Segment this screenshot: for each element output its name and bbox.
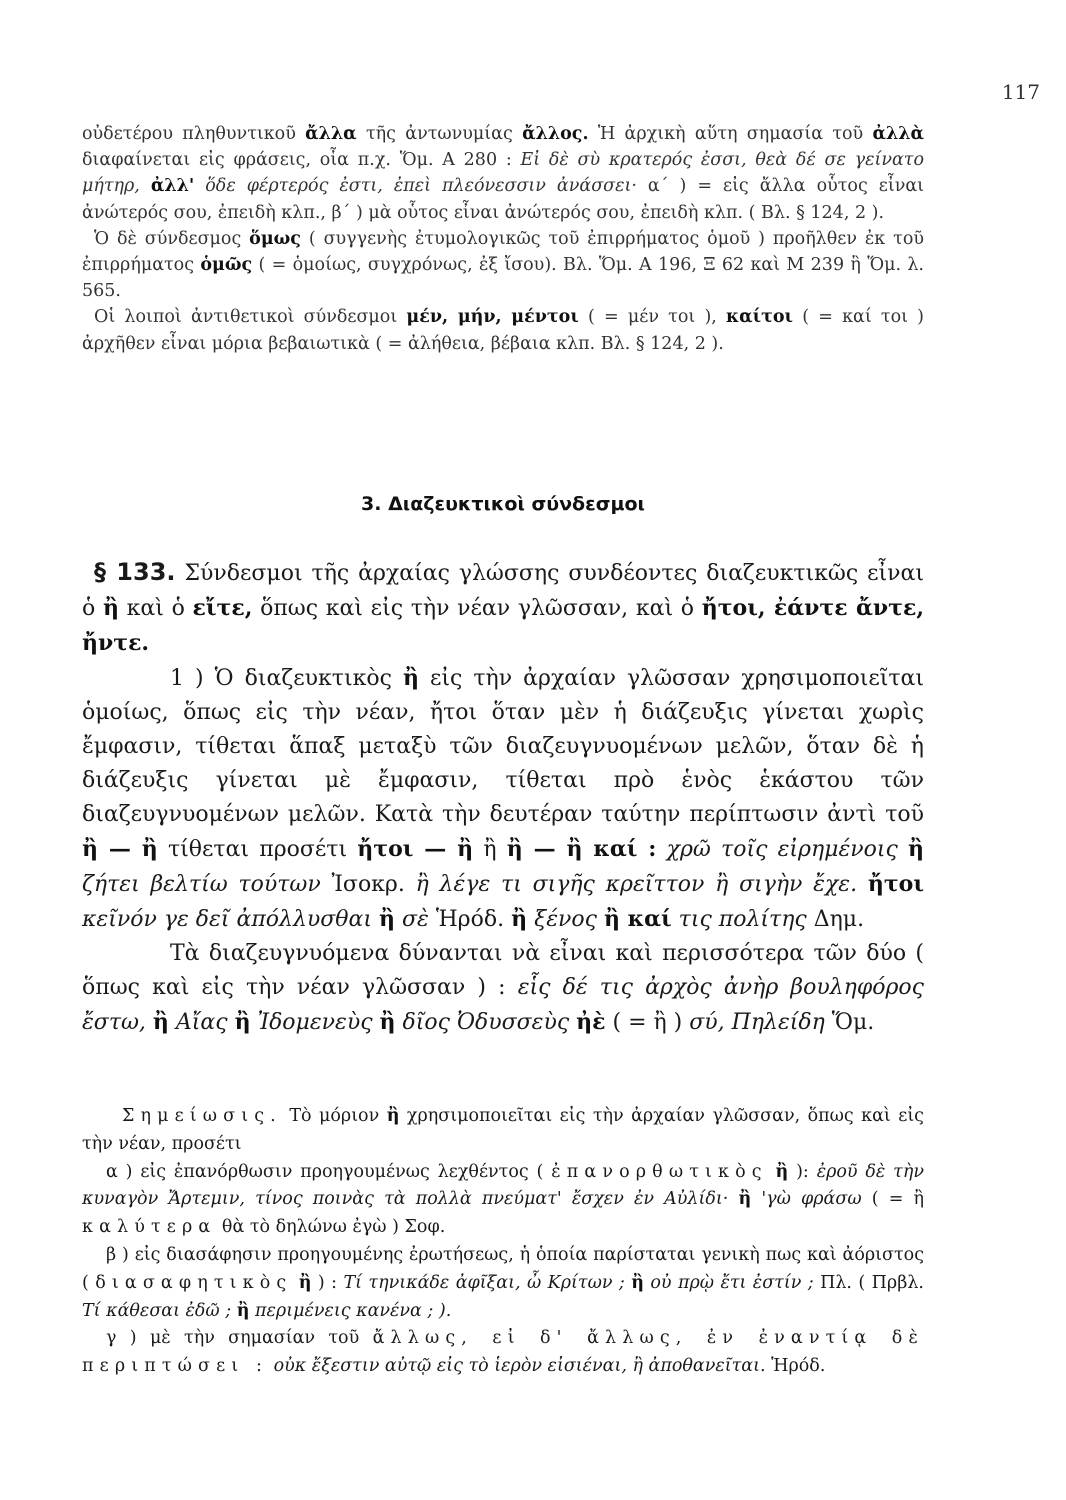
paragraph	[82, 226, 924, 305]
text-run: ( συγγενὴς ἐτυμολογικῶς τοῦ ἐπιρρήματος ὁμοῦ ) προῆλθεν ἐκ τοῦ ἐπιρρήματος	[82, 228, 924, 276]
text-run: διασαφητικὸς	[95, 1272, 293, 1293]
text-run: Δημ.	[806, 907, 865, 932]
text-run: ἢ	[511, 906, 528, 932]
text-run: ἢ	[738, 1189, 752, 1210]
text-run	[857, 872, 868, 897]
section-heading: 3. Διαζευκτικοὶ σύνδεσμοι	[361, 493, 645, 515]
note-paragraph	[82, 1325, 924, 1381]
text-run: Ἡ ἀρχικὴ αὕτη σημασία τοῦ	[588, 124, 873, 144]
text-run: ἐπανορθωτικὸς	[551, 1161, 768, 1182]
text-run: ἢ λέγε τι σιγῆς κρεῖττον ἢ σιγὴν ἔχε.	[415, 872, 858, 897]
text-run: ἢ	[379, 906, 396, 932]
text-run: ἢ	[631, 1272, 644, 1293]
text-run: καίτοι	[726, 307, 793, 328]
text-run	[768, 1162, 776, 1182]
text-run: οὐκ ἔξεστιν αὐτῷ εἰς τὸ ἱερὸν εἰσιέναι, ἢ ἀποθανεῖται.	[273, 1356, 766, 1377]
text-run: δῖος Ὀδυσσεὺς	[395, 1010, 577, 1035]
text-run: ἢ — ἢ	[82, 836, 158, 862]
page-number: 117	[1001, 80, 1040, 104]
text-run: Τί κάθεσαι ἐδῶ ;	[82, 1300, 237, 1321]
section-number: § 133.	[94, 558, 176, 586]
text-run: ( = καί τοι ) ἀρχῆθεν εἶναι μόρια βεβαιωτικὰ ( = ἀλήθεια, βέβαια κλπ. Βλ. § 124, 2 ).	[82, 307, 924, 354]
text-run: Εἰ δὲ σὺ κρατερός ἐσσι, θεὰ δέ σε γείνατο μήτηρ,	[82, 150, 924, 197]
text-run: Τὰ διαζευγνυόμενα δύνανται νὰ εἶναι καὶ περισσότερα τῶν δύο ( ὅπως καὶ εἰς τὴν νέαν γλῶσσαν ) :	[82, 941, 924, 1000]
text-run: ἢ καί	[603, 906, 672, 932]
text-run: Τί τηνικάδε ἀφῖξαι, ὦ Κρίτων ;	[343, 1272, 632, 1293]
text-run: οὐ πρῲ ἔτι ἐστίν ;	[643, 1272, 814, 1293]
text-run: ἢ	[152, 1009, 169, 1035]
text-run: ἤτοι	[867, 871, 924, 897]
text-run: Ἡρόδ.	[428, 907, 512, 932]
text-run: τῆς ἀντωνυμίας	[356, 124, 523, 144]
text-run: οὐδετέρου πληθυντικοῦ	[82, 124, 306, 144]
text-run: Σύνδεσμοι τῆς ἀρχαίας γλώσσης συνδέοντες διαζευκτικῶς εἶναι ὁ	[82, 561, 924, 621]
text-run	[656, 837, 666, 862]
text-run: τίθεται προσέτι	[157, 837, 358, 862]
text-run: χρησιμοποιεῖται εἰς τὴν ἀρχαίαν γλῶσσαν, ὅπως καὶ εἰς τὴν νέαν, προσέτι	[82, 1106, 924, 1154]
text-run: Ἰδομενεὺς	[250, 1010, 380, 1035]
text-run: τις πολίτης	[671, 907, 807, 932]
text-run: ἄλλος.	[522, 124, 589, 144]
text-run: Πλ. ( Πρβλ.	[813, 1272, 924, 1293]
paragraph	[82, 661, 924, 937]
text-run: Αἴας	[168, 1010, 235, 1035]
text-run: ἢ	[386, 1106, 400, 1126]
text-run: καὶ ὁ	[118, 596, 193, 621]
text-run: Τὸ μόριον	[281, 1106, 387, 1126]
text-run: Ὅμ.	[824, 1010, 875, 1035]
text-run: ἤτοι, ἐάντε ἄντε, ἤντε.	[82, 595, 924, 656]
text-run: ὁμῶς	[200, 255, 253, 276]
text-run: ἢ	[908, 836, 925, 862]
text-run: Ἡρόδ.	[765, 1356, 826, 1377]
text-run: 1 ) Ὁ διαζευκτικὸς	[170, 666, 403, 691]
text-run: ἢ	[298, 1272, 312, 1293]
note-paragraph	[82, 1159, 924, 1242]
text-run: β ) εἰς διασάφησιν προηγουμένης ἐρωτήσεως, ἡ ὁποία παρίσταται γενικὴ πως καὶ ἀόριστος (	[82, 1244, 924, 1293]
text-run: ξένος	[527, 907, 604, 932]
text-run	[372, 907, 379, 932]
text-run: εἴτε,	[192, 595, 253, 621]
text-run: ἀλλ'	[150, 176, 195, 197]
text-run: ἄλλως, εἰ δ' ἄλλως, ἐν ἐναντίᾳ δὲ περιπτώσει :	[82, 1328, 924, 1377]
text-run: ζήτει βελτίω τούτων	[82, 872, 321, 897]
text-run: ):	[788, 1161, 817, 1182]
text-run: ἐροῦ δὲ τὴν κυναγὸν Ἄρτεμιν, τίνος ποινὰς τὰ πολλὰ πνεύματ' ἔσχεν ἐν Αὐλίδι·	[82, 1161, 924, 1210]
text-run: ἢ	[102, 595, 119, 621]
text-run: α ) εἰς ἐπανόρθωσιν προηγουμένως λεχθέντος (	[106, 1161, 552, 1182]
note-paragraph	[82, 1103, 924, 1159]
text-run: σύ, Πηλείδη	[689, 1010, 825, 1035]
text-run: ( = ὁμοίως, συγχρόνως, ἐξ ἴσου). Βλ. Ὅμ. Α 196, Ξ 62 καὶ Μ 239 ἢ Ὅμ. λ. 565.	[82, 255, 924, 302]
text-run: α΄ ) = εἰς ἄλλα οὗτος εἶναι ἀνώτερός σου, ἐπειδὴ κλπ., β΄ ) μὰ οὗτος εἶναι ἀνώτερός σου, ἐπειδὴ κλπ. ( Βλ. § 124, 2 ).	[82, 176, 925, 223]
text-run: καλύτερα	[82, 1217, 217, 1238]
text-run: περιμένεις κανένα ; ).	[249, 1300, 452, 1321]
text-run: ἢ	[379, 1009, 396, 1035]
text-run: ὅπως καὶ εἰς τὴν νέαν γλῶσσαν, καὶ ὁ	[252, 596, 702, 621]
text-run: 'γὼ φράσω	[751, 1189, 862, 1210]
main-text-block	[82, 555, 924, 1040]
text-run: ἢ	[775, 1161, 789, 1182]
text-run: ἀλλὰ	[872, 124, 924, 144]
text-run: ἢ — ἢ καί :	[506, 836, 657, 862]
text-run: ἢ	[402, 665, 419, 691]
text-run: εἰς τὴν ἀρχαίαν γλῶσσαν χρησιμοποιεῖται ὁμοίως, ὅπως εἰς τὴν νέαν, ἤτοι ὅταν μὲν ἡ διάζευξις γίνεται χωρὶς ἔμφασιν, τίθεται ἅπαξ μεταξὺ τῶν διαζευγνυομένων μελῶν, ὅταν δὲ ἡ διάζευξις γίνεται μὲ ἔμφασιν, τίθεται πρὸ ἑνὸς ἑκάστου τῶν διαζευγνυομένων μελῶν. Κατὰ τὴν δευτέραν ταύτην περίπτωσιν ἀντὶ τοῦ	[82, 666, 925, 827]
paragraph	[82, 121, 924, 226]
text-run: μέν, μήν, μέντοι	[406, 307, 579, 328]
note-block	[82, 1103, 924, 1381]
text-run: διαφαίνεται εἰς φράσεις, οἷα π.χ. Ὅμ. Α 280 :	[82, 150, 521, 171]
text-run: ( = ἢ )	[605, 1010, 690, 1035]
text-run: σὲ	[395, 907, 429, 932]
text-run: ἄλλα	[305, 124, 357, 144]
text-run: χρῶ τοῖς εἰρημένοις	[666, 837, 909, 862]
paragraph	[82, 937, 924, 1040]
text-run: ἢ	[236, 1300, 250, 1321]
text-run: ( = μέν τοι ),	[578, 307, 727, 328]
text-run: Οἱ λοιποὶ ἀντιθετικοὶ σύνδεσμοι	[94, 307, 407, 328]
text-run: ἤτοι — ἢ	[357, 836, 474, 862]
text-run: ὅδε φέρτερός ἐστι, ἐπεὶ πλεόνεσσιν ἀνάσσει·	[194, 176, 637, 197]
text-run: Σημείωσις.	[122, 1106, 282, 1126]
text-run: θὰ τὸ δηλώνω ἐγὼ ) Σοφ.	[216, 1217, 446, 1238]
text-run: ἠὲ	[576, 1009, 606, 1035]
text-run: ) :	[311, 1272, 344, 1293]
text-run: ἢ	[473, 837, 507, 862]
paragraph-text	[82, 561, 924, 656]
text-run: ἢ	[234, 1009, 251, 1035]
text-run: εἷς δέ τις ἀρχὸς ἀνὴρ βουληφόρος ἔστω,	[82, 975, 925, 1035]
text-run: κεῖνόν γε δεῖ ἀπόλλυσθαι	[82, 907, 373, 932]
text-run: ( = ἢ	[861, 1189, 924, 1210]
text-run: Ὁ δὲ σύνδεσμος	[94, 228, 250, 249]
paragraph	[82, 304, 924, 356]
top-text-block	[82, 121, 924, 357]
text-run: Ἰσοκρ.	[320, 872, 416, 897]
text-run: ὅμως	[249, 228, 301, 249]
text-run: γ ) μὲ τὴν σημασίαν τοῦ	[106, 1328, 373, 1349]
note-paragraph	[82, 1242, 924, 1325]
